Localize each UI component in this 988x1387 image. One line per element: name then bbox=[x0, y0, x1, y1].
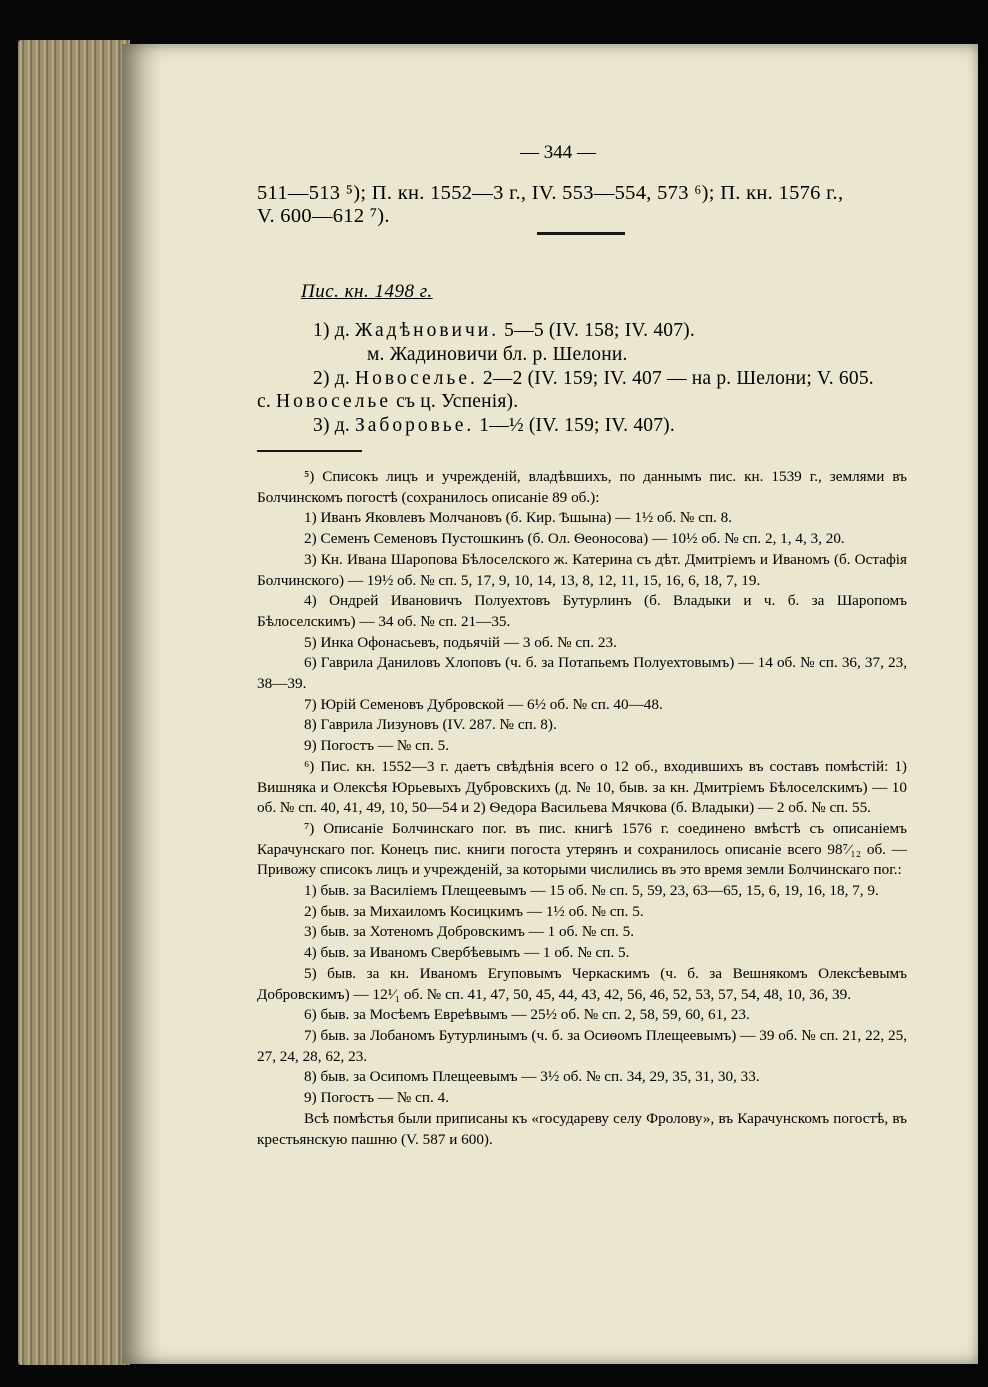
gutter-shadow bbox=[122, 44, 162, 1364]
entry-3-number: 3) д. bbox=[313, 415, 350, 436]
footnote-7-item-8: 8) быв. за Осипомъ Плещеевымъ — 3½ об. № сп. 34, 29, 35, 31, 30, 33. bbox=[304, 1068, 760, 1086]
entry-2-continued bbox=[257, 391, 518, 413]
entry-2-number: 2) д. bbox=[313, 368, 350, 389]
footnote-7-item-5: 5) быв. за кн. Иваномъ Егуповымъ Черкаскимъ (ч. б. за Вешнякомъ Олексѣевымъ Добровскимъ) — 12¹⁄₁ об. № сп. 41, 47, 50, 45, 44, 43, 42, 56, 46, 52, 53, 57, 54, 48, 10, 36, 39. bbox=[257, 964, 907, 1003]
entry-2-place: Новоселье. bbox=[355, 368, 478, 389]
footnote-5-item-8: 8) Гаврила Лизуновъ (IV. 287. № сп. 8). bbox=[304, 716, 557, 734]
entry-1-place: Жадѣновичи. bbox=[355, 320, 500, 341]
footnote-5-item-3: 3) Кн. Ивана Шаропова Бѣлоселского ж. Катерина съ дѣт. Дмитріемъ и Иваномъ (б. Остафія Болчинского) — 19½ об. № сп. 5, 17, 9, 10, 14, 13, 8, 12, 11, 15, 16, 6, 18, 7, 19. bbox=[257, 550, 907, 589]
footnote-7-item-4: 4) быв. за Иваномъ Свербѣевымъ — 1 об. № сп. 5. bbox=[304, 944, 630, 962]
entry-3 bbox=[313, 415, 675, 437]
footnote-5: ⁵) Списокъ лицъ и учрежденій, владѣвшихъ, по даннымъ пис. кн. 1539 г., землями въ Болчинскомъ погостѣ (сохранилось описаніе 89 об.): bbox=[257, 468, 907, 506]
continuation-line-2: V. 600—612 ⁷). bbox=[257, 205, 390, 227]
page-number: — 344 — bbox=[520, 142, 596, 163]
section-divider bbox=[537, 232, 625, 235]
entry-2b-details: съ ц. Успенія). bbox=[391, 391, 519, 412]
entry-1-details: 5—5 (IV. 158; IV. 407). bbox=[499, 320, 695, 341]
footnote-7-item-1: 1) быв. за Василіемъ Плещеевымъ — 15 об. № сп. 5, 59, 23, 63—65, 15, 6, 19, 16, 18, 7, 9. bbox=[304, 882, 879, 900]
footnote-5-item-5: 5) Инка Офонасьевъ, подьячій — 3 об. № сп. 23. bbox=[304, 633, 617, 651]
footnote-separator bbox=[257, 450, 362, 452]
footnote-7-item-9: 9) Погостъ — № сп. 4. bbox=[304, 1089, 449, 1107]
continuation-line-1: 511—513 ⁵); П. кн. 1552—3 г., IV. 553—554, 573 ⁶); П. кн. 1576 г., bbox=[257, 182, 844, 204]
footnote-5-item-6: 6) Гаврила Даниловъ Хлоповъ (ч. б. за Потапьемъ Полуехтовымъ) — 14 об. № сп. 36, 37, 23, 38—39. bbox=[257, 654, 907, 693]
footnote-7: ⁷) Описаніе Болчинскаго пог. въ пис. книгѣ 1576 г. соединено вмѣстѣ съ описаніемъ Карачунскаго пог. Конецъ пис. книги погоста утерянъ и сохранилось описаніе всего 98⁷⁄₁₂ об. — Привожу списокъ лицъ и учрежденій, за которыми числились въ это время земли Болчинскаго пог.: bbox=[257, 819, 907, 879]
section-heading: Пис. кн. 1498 г. bbox=[301, 281, 433, 302]
book-page-edges bbox=[18, 40, 130, 1365]
footnote-5-item-7: 7) Юрій Семеновъ Дубровской — 6½ об. № сп. 40—48. bbox=[304, 695, 663, 713]
entry-2b-place: Новоселье bbox=[276, 391, 391, 412]
entry-2 bbox=[313, 368, 874, 390]
footnotes bbox=[257, 467, 907, 1150]
footnote-5-item-9: 9) Погостъ — № сп. 5. bbox=[304, 737, 449, 755]
footnote-7-item-6: 6) быв. за Мосѣемъ Евреѣвымъ — 25½ об. № сп. 2, 58, 59, 60, 61, 23. bbox=[304, 1006, 750, 1024]
footnote-5-item-2: 2) Семенъ Семеновъ Пустошкинъ (б. Ол. Ѳеонoсова) — 10½ об. № сп. 2, 1, 4, 3, 20. bbox=[304, 530, 845, 548]
footnote-5-item-1: 1) Иванъ Яковлевъ Молчановъ (б. Кир. Ѣшына) — 1½ об. № сп. 8. bbox=[304, 509, 733, 527]
footnote-6: ⁶) Пис. кн. 1552—3 г. даетъ свѣдѣнія всего о 12 об., входившихъ въ составъ помѣстій: 1) Вишняка и Олексѣя Юрьевыхъ Дубровскихъ (д. № 10, быв. за кн. Дмитріемъ Бѣлоселскимъ) — 10 об. № сп. 40, 41, 49, 10, 50—54 и 2) Ѳедора Васильева Мячкова (б. Владыки) — 2 об. № сп. 55. bbox=[257, 757, 907, 817]
entry-2-details: 2—2 (IV. 159; IV. 407 — на р. Шелони; V. 605. bbox=[477, 368, 874, 389]
footnote-5-item-4: 4) Ондрей Ивановичъ Полуехтовъ Бутурлинъ (б. Владыки и ч. б. за Шаропомъ Бѣлоселскимъ) — 34 об. № сп. 21—35. bbox=[257, 592, 907, 630]
entry-2b-prefix: с. bbox=[257, 391, 277, 412]
entry-1-number: 1) д. bbox=[313, 320, 350, 341]
footnote-7-closing: Всѣ помѣстья были приписаны къ «государеву селу Фролову», въ Карачунскомъ погостѣ, въ крестьянскую пашню (V. 587 и 600). bbox=[257, 1109, 907, 1148]
entry-1-note: м. Жадиновичи бл. р. Шелони. bbox=[367, 344, 628, 365]
entry-1 bbox=[313, 320, 695, 342]
entry-3-place: Заборовье. bbox=[355, 415, 475, 436]
footnote-7-item-3: 3) быв. за Хотеномъ Добровскимъ — 1 об. № сп. 5. bbox=[304, 923, 635, 941]
footnote-7-item-7: 7) быв. за Лобаномъ Бутурлинымъ (ч. б. за Осиѳомъ Плещеевымъ) — 39 об. № сп. 21, 22, 25, 27, 24, 28, 62, 23. bbox=[257, 1026, 907, 1065]
footnote-7-item-2: 2) быв. за Михаиломъ Косицкимъ — 1½ об. № сп. 5. bbox=[304, 902, 644, 920]
entry-3-details: 1—½ (IV. 159; IV. 407). bbox=[474, 415, 675, 436]
